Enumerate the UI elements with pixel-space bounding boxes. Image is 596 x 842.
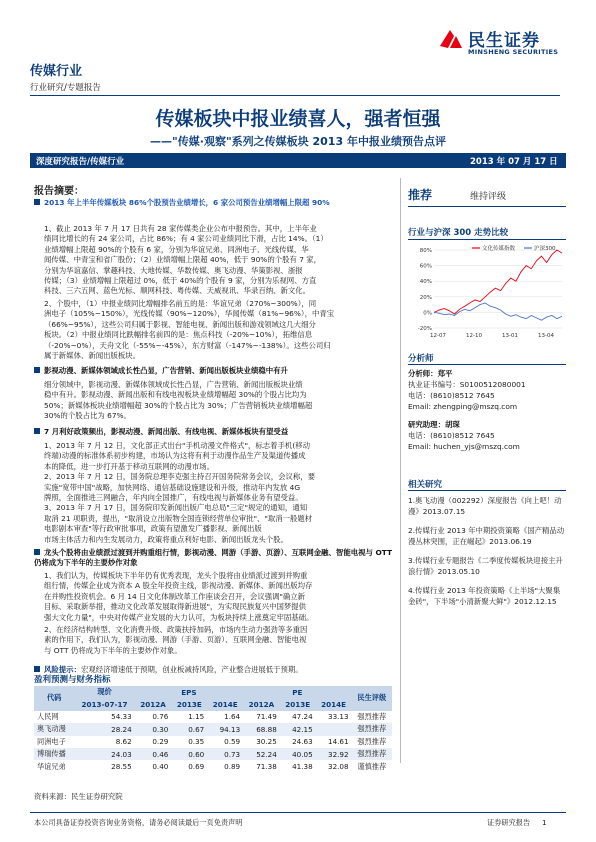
y-tick-label: 80%: [419, 248, 432, 254]
related-item[interactable]: 4.传媒行业 2013 年投资策略《上半场"大聚集金砖"，下半场"小清新聚大鲜"》2012.12.15: [408, 586, 561, 606]
analyst-heading: 分析师: [408, 354, 434, 364]
chart-x-ticks: [430, 333, 554, 339]
x-tick-label: 13-04: [538, 333, 554, 339]
trend-chart: [408, 242, 566, 342]
legend-label: 文化传媒指数: [482, 246, 516, 252]
risk-text: 宏观经济增速低于预期，创业板减持风险，产业整合进展低于预期。: [80, 665, 303, 674]
related-item[interactable]: 3.传媒行业专题报告《二季度传媒板块迎接主升浪行情》2013.05.10: [408, 556, 563, 576]
forecast-table: [34, 686, 392, 773]
analyst-block: [408, 368, 566, 452]
assistant-email[interactable]: Email: huchen_yjs@mszq.com: [408, 442, 520, 451]
chart-y-ticks: [418, 248, 432, 332]
th-year: 2014E: [212, 700, 238, 710]
series-line-0: [434, 250, 562, 314]
table-row: 博瑞传播 24.03 0.46 0.60 0.73 52.24 40.05 32.92 强烈推荐: [34, 748, 392, 760]
table-heading: 盈利预测与财务指标: [34, 675, 111, 685]
chart-title: 行业与沪深 300 走势比较: [408, 228, 509, 238]
related-heading: 相关研究: [408, 480, 443, 490]
page-title: 传媒板块中报业绩喜人，强者恒强: [155, 108, 441, 130]
footer-label: 证券研究报告: [487, 818, 531, 827]
table-row: 同洲电子 8.62 0.29 0.35 0.59 30.25 24.63 14.61 强烈推荐: [37, 736, 387, 747]
summary-bullet-2: 影视动漫、新媒体领域成长性凸显，广告营销、新闻出版板块业绩稳中有升: [34, 366, 392, 376]
x-tick-label: 13-01: [502, 333, 518, 339]
summary-bullet-4: 龙头个股将由业绩派过渡到并购重组行情，影视动漫、网游（手游、页游）、互联网金融、智能电视与 OTT 仍将成为下半年的主要炒作对象: [34, 548, 392, 568]
analyst-tel: 电话：(8610)8512 7645: [408, 391, 495, 400]
industry-label: 传媒行业: [30, 64, 83, 79]
report-date: 2013 年 07 月 17 日: [470, 157, 558, 167]
analyst-cert: 执业证书编号：S0100512080001: [408, 380, 526, 389]
summary-para-2: 2、个股中，（1）中报业绩同比增幅排名前五的是：华谊兄弟（270%~300%），同 洲电子（105%~150%），光线传媒（90%~120%），华闻传媒（81%~96%），中青宝 （66%~95%），这些公司归属于影视、智能电视、新闻出版和游戏领域这几大细分 板块。（2）中报业绩同比跌幅排名前四的是：焦点科技（-20%~10%），拓维信息 （-20%~0%），天舟文化（-55%~-45%），东方财富（-147%~-138%）。这些公司归 属于新媒体、新闻出版板块。: [44, 299, 335, 361]
th-price: 现价: [97, 687, 112, 697]
assistant-name: 研究助理：胡琛: [408, 420, 460, 429]
minsheng-logo-icon: [438, 26, 464, 52]
summary-heading: 报告摘要：: [34, 186, 84, 197]
y-tick-label: 40%: [419, 279, 432, 286]
th-year: 2012A: [140, 700, 166, 710]
th-rating: 民生评级: [357, 693, 387, 703]
summary-para-6: 2、在经济结构转型、文化消费升级、政策扶持加码，市场内生动力强劲等多重因 素的作用下，我们认为，影视动漫、网游（手游、页游）、互联网金融、智能电视 与 OTT 仍将成为下半年的主要炒作对象。: [44, 625, 308, 655]
y-tick-label: 20%: [419, 294, 432, 301]
y-tick-label: -20%: [417, 326, 432, 332]
summary-para-3: 细分领域中，影视动漫、新媒体领域成长性凸显，广告营销、新闻出版板块业绩 稳中有升。影视动漫、新闻出版和有线电视板块业绩增幅超 30%的个股占比均为 50%；新媒体板块业绩增幅超 30%的个股占比为 30%；广告营销板块业绩增幅超 30%的个股占比为 67%。: [44, 380, 313, 421]
rating-status: 维持评级: [470, 192, 507, 202]
table-row: 人民网 54.33 0.76 1.15 1.64 71.49 47.24 33.13 强烈推荐: [37, 711, 387, 722]
table-row: 华谊兄弟 28.55 0.40 0.69 0.89 71.38 41.38 32.08 谨慎推荐: [37, 761, 387, 772]
th-pe: PE: [292, 687, 303, 697]
table-source: 资料来源：民生证券研究院: [34, 792, 123, 801]
th-year: 2014E: [321, 700, 347, 710]
summary-bullet-1: 2013 年上半年传媒板块 86%个股预告业绩增长，6 家公司预告业绩增幅上限超 90%: [34, 198, 392, 208]
bullet-square-icon: [34, 666, 40, 672]
chart-lines: [434, 250, 562, 320]
report-type: 行业研究/专题报告: [30, 83, 101, 93]
footer-disclaimer: 本公司具备证券投资咨询业务资格，请务必阅读最后一页免责声明: [34, 818, 243, 827]
y-tick-label: 60%: [419, 263, 432, 270]
header-rule: [30, 95, 560, 96]
logo-en: MINSHENG SECURITIES: [468, 48, 559, 56]
legend-label: 沪深300: [534, 246, 556, 252]
x-tick-label: 12-10: [466, 333, 482, 339]
bullet-square-icon: [34, 367, 40, 373]
th-year: 2013E: [285, 700, 311, 710]
summary-para-1: 1、截止 2013 年 7 月 17 日共有 28 家传媒类企业公布中报预告。其中，上半年业 绩同比增长的有 24 家公司，占比 86%；有 4 家公司业绩同比下滑，占比 14%。（1） 业绩增幅上限超 90%的个股有 6 家，分别为华谊兄弟、同洲电子、光线传媒、华 闻传媒、中青宝和省广股份；（2）业绩增幅上限超 40%，低于 90%的个股有 7 家， 分别为华谊嘉信、掌趣科技、大地传媒、华数传媒、奥飞动漫、华策影视、浙报 传媒；（3）业绩增幅上限超过 0%，低于 40%的个股有 9 家，分别为乐视网、方直 科技、三六五网、蓝色光标、顺网科技、粤传媒、天威视讯、华录百纳、新文化。: [44, 224, 328, 296]
logo-cn: 民生证券: [468, 31, 540, 51]
page-subtitle: ——"传媒·观察"系列之传媒板块 2013 年中报业绩预告点评: [150, 135, 446, 148]
risk-label: 风险提示：: [34, 665, 81, 674]
summary-bullet-3: 7 月利好政策频出，影视动漫、新闻出版、有线电视、新媒体板块有望受益: [34, 427, 392, 437]
analyst-rule: [408, 364, 566, 365]
page-number: 1: [542, 818, 547, 827]
bullet-square-icon: [34, 199, 40, 205]
th-eps: EPS: [181, 687, 197, 697]
assistant-tel: 电话：(8610)8512 7645: [408, 431, 495, 440]
related-item[interactable]: 1.奥飞动漫（002292）深度报告《向上吧！动漫》2013.07.15: [408, 496, 562, 516]
summary-para-4: 1、2013 年 7 月 12 日，文化部正式出台"手机动漫文件格式"，标志着手机(移动 终端)动漫的标准体系初步构建，市场认为这将有利于动漫作品生产及渠道传播成 本的降低，进一步打开基于移动互联网的动漫市场。 2、2013 年 7 月 12 日，国务院总理李克强主持召开国务院常务会议，会议称，要 实施"宽带中国"战略，加快网络、通信基础设施建设和升级，推动年内发放 4G 牌照，全面推进三网融合，年内向全国推广，有线电视与新媒体业务有望受益。 3、2013 年 7 月 17 日，国务院印发新闻出版广电总局"三定"规定的通知，通知 取消 21 项职责，提出，"取消设立出版物全国连锁经营单位审批"、"取消一般题材 电影剧本审查"等行政审批事项，政策有望激发广播影视、新闻出版 市场主体活力和内生发展动力，政策将重点利好电影、新闻出版龙头个股。: [44, 441, 316, 544]
th-code: 代码: [46, 693, 62, 703]
chart-rule: [408, 239, 566, 240]
footer-rule: [30, 812, 566, 813]
bullet-square-icon: [34, 428, 40, 434]
analyst-email[interactable]: Email: zhengping@mszq.com: [408, 402, 518, 411]
summary-para-5: 1、我们认为，传媒板块下半年仍有优秀表现，龙头个股将由业绩派过渡到并购重 组行情，传媒企业成为资本 A 股全年投资主线，影视动漫、新媒体、新闻出版均存 在并购性投资机会。6 月 14 日文化体制改革工作座谈会召开，会议强调"确立新 目标、采取新举措，推动文化改革发展取得新进展"，为实现民族复兴中国梦提供 强大文化力量"，中央对传媒产业发展的大力认可，为板块持续上涨奠定牢固基础。: [44, 571, 314, 622]
analyst-name: 分析师：郑平: [408, 369, 453, 378]
bullet-square-icon: [34, 549, 40, 555]
th-year: 2012A: [248, 700, 275, 710]
series-line-1: [434, 303, 562, 320]
y-tick-label: 0%: [423, 310, 432, 317]
th-year: 2013E: [176, 700, 202, 710]
x-tick-label: 12-07: [430, 333, 446, 339]
chart-legend: [472, 244, 556, 252]
recommendation: 推荐: [408, 188, 433, 202]
related-item[interactable]: 2.传媒行业 2013 年中期投资策略《国产精品动漫丛林突围，正在崛起》2013.06.19: [408, 526, 565, 546]
th-date: 2013-07-17: [81, 700, 128, 710]
related-rule: [408, 490, 566, 491]
section-bar-label: 深度研究报告/传媒行业: [36, 157, 125, 167]
table-row: 奥飞动漫 28.24 0.30 0.67 94.13 68.88 42.15 强烈推荐: [34, 723, 392, 735]
related-list: [408, 495, 566, 607]
column-divider: [400, 178, 401, 763]
rating-rule: [408, 206, 566, 207]
